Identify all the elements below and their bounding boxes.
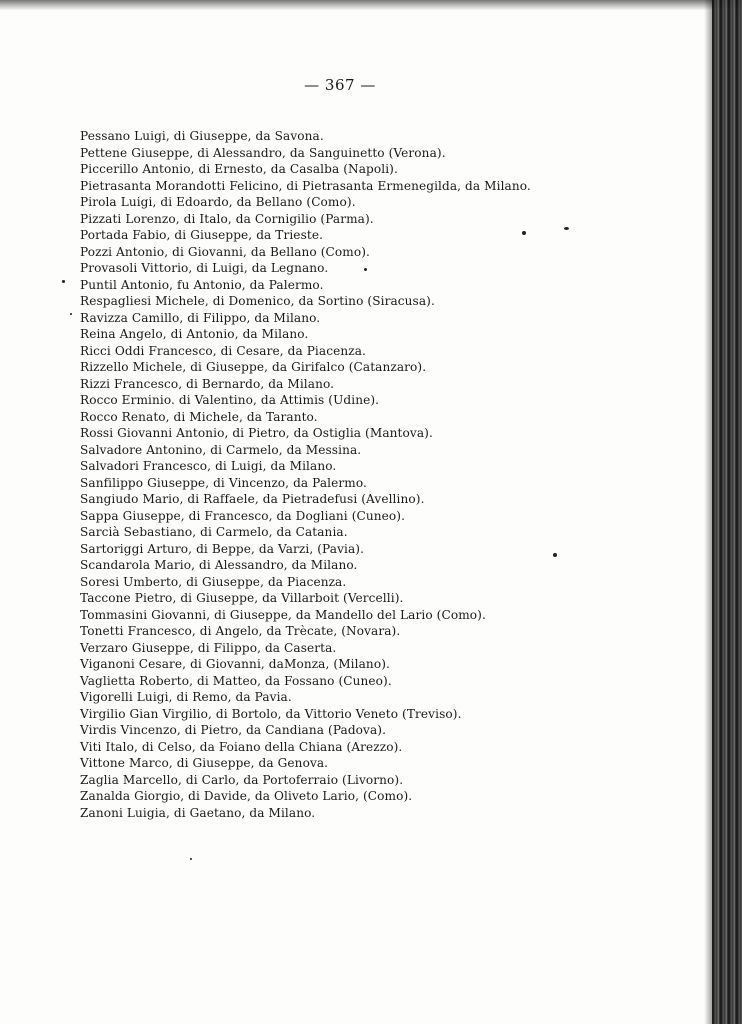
ink-speck [564, 227, 569, 230]
list-entry: Zaglia Marcello, di Carlo, da Portoferraio (Livorno). [80, 772, 404, 787]
list-entry: Vigorelli Luigi, di Remo, da Pavia. [80, 690, 292, 704]
list-entry: Taccone Pietro, di Giuseppe, da Villarboit (Vercelli). [80, 591, 404, 605]
page-top-edge [0, 0, 742, 10]
list-entry: Tommasini Giovanni, di Giuseppe, da Mandello del Lario (Como). [80, 607, 486, 622]
list-entry: Respagliesi Michele, di Domenico, da Sortino (Siracusa). [80, 294, 435, 308]
list-entry: Sangiudo Mario, di Raffaele, da Pietradefusi (Avellino). [80, 492, 425, 506]
list-entry: Rizzello Michele, di Giuseppe, da Girifalco (Catanzaro). [80, 360, 427, 374]
list-entry: Sartoriggi Arturo, di Beppe, da Varzi, (Pavia). [80, 541, 365, 556]
list-entry: Viganoni Cesare, di Giovanni, daMonza, (Milano). [80, 657, 390, 671]
list-entry: Piccerillo Antonio, di Ernesto, da Casalba (Napoli). [80, 162, 398, 176]
list-entry: Pozzi Antonio, di Giovanni, da Bellano (Como). [80, 244, 370, 259]
list-entry: Pettene Giuseppe, di Alessandro, da Sanguinetto (Verona). [80, 145, 446, 160]
list-entry: Vaglietta Roberto, di Matteo, da Fossano (Cuneo). [80, 673, 392, 688]
list-entry: Sarcià Sebastiano, di Carmelo, da Catania. [80, 525, 348, 539]
list-entry: Tonetti Francesco, di Angelo, da Trècate, (Novara). [80, 624, 401, 638]
ink-speck [70, 313, 72, 315]
list-entry: Rocco Erminio. di Valentino, da Attimis (Udine). [80, 393, 380, 407]
list-entry: Ravizza Camillo, di Filippo, da Milano. [80, 310, 321, 325]
ink-speck [62, 280, 65, 283]
list-entry: Pizzati Lorenzo, di Italo, da Cornigilio (Parma). [80, 211, 374, 226]
ink-speck [522, 231, 526, 235]
list-entry: Pessano Luigi, di Giuseppe, da Savona. [80, 129, 324, 143]
list-entry: Ricci Oddi Francesco, di Cesare, da Piacenza. [80, 343, 366, 358]
list-entry: Verzaro Giuseppe, di Filippo, da Caserta. [80, 640, 337, 655]
list-entry: Provasoli Vittorio, di Luigi, da Legnano. [80, 261, 329, 275]
list-entry: Rossi Giovanni Antonio, di Pietro, da Ostiglia (Mantova). [80, 426, 433, 440]
list-entry: Pietrasanta Morandotti Felicino, di Pietrasanta Ermenegilda, da Milano. [80, 178, 531, 193]
list-entry: Vittone Marco, di Giuseppe, da Genova. [80, 756, 329, 770]
list-entry: Scandarola Mario, di Alessandro, da Milano. [80, 558, 358, 572]
list-entry: Salvadori Francesco, di Luigi, da Milano. [80, 459, 337, 473]
list-entry: Rocco Renato, di Michele, da Taranto. [80, 409, 318, 424]
ink-speck [190, 858, 192, 860]
list-entry: Puntil Antonio, fu Antonio, da Palermo. [80, 277, 324, 292]
list-entry: Virdis Vincenzo, di Pietro, da Candiana (Padova). [80, 723, 387, 737]
list-entry: Viti Italo, di Celso, da Foiano della Chiana (Arezzo). [80, 739, 403, 754]
list-entry: Zanoni Luigia, di Gaetano, da Milano. [80, 805, 316, 820]
list-entry: Virgilio Gian Virgilio, di Bortolo, da Vittorio Veneto (Treviso). [80, 706, 462, 721]
page-number: — 367 — [304, 76, 376, 94]
name-list [80, 128, 680, 821]
book-binding-edge [712, 0, 742, 1024]
list-entry: Sanfilippo Giuseppe, di Vincenzo, da Palermo. [80, 475, 367, 490]
list-entry: Pirola Luigi, di Edoardo, da Bellano (Como). [80, 195, 356, 209]
ink-speck [553, 553, 557, 557]
list-entry: Zanalda Giorgio, di Davide, da Oliveto Lario, (Como). [80, 789, 413, 803]
list-entry: Sappa Giuseppe, di Francesco, da Dogliani (Cuneo). [80, 508, 406, 523]
ink-speck [364, 268, 367, 271]
list-entry: Reina Angelo, di Antonio, da Milano. [80, 327, 309, 341]
binding-shadow [704, 0, 712, 1024]
list-entry: Portada Fabio, di Giuseppe, da Trieste. [80, 228, 324, 242]
list-entry: Rizzi Francesco, di Bernardo, da Milano. [80, 376, 335, 391]
list-entry: Soresi Umberto, di Giuseppe, da Piacenza. [80, 574, 347, 589]
list-entry: Salvadore Antonino, di Carmelo, da Messina. [80, 442, 362, 457]
